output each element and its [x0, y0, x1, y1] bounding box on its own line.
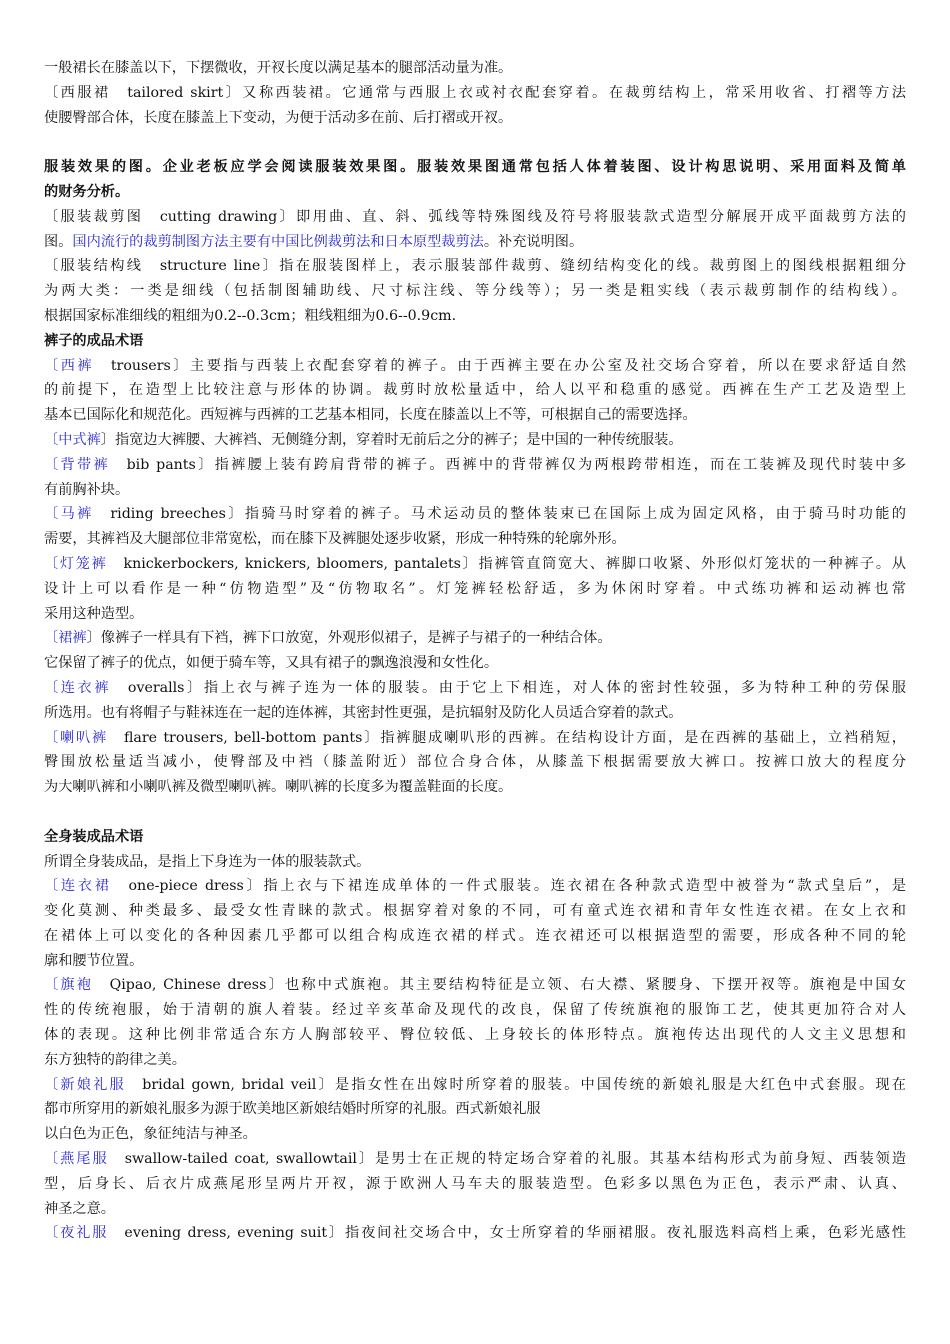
- text-line: [44, 850, 906, 875]
- text-line: [44, 874, 906, 899]
- text-line: [44, 577, 906, 602]
- text-segment: 廓和腰节位置。: [44, 952, 144, 969]
- text-segment: 〔服装结构线 structure line〕指在服装图样上，表示服装部件裁剪、缝纫结构变化的线。裁剪图上的图线根据粗细分: [44, 258, 906, 275]
- text-line: [44, 924, 906, 949]
- text-line: [44, 230, 906, 255]
- term-highlight: 〔灯笼裤: [44, 555, 108, 572]
- text-line: [44, 651, 906, 676]
- text-line: [44, 106, 906, 131]
- text-segment: 臀围放松量适当减小，使臀部及中裆（膝盖附近）部位合身合体，从膝盖下根据需要放大裤口。按裤口放大的程度分: [44, 754, 906, 771]
- term-highlight: 〔连衣裙: [44, 878, 112, 895]
- term-highlight: 〔裙裤: [44, 630, 87, 647]
- text-segment: 所选用。也有将帽子与鞋袜连在一起的连体裤，其密封性更强，是抗辐射及防化人员适合穿着的款式。: [44, 704, 683, 721]
- text-line: [44, 726, 906, 751]
- text-line: [44, 552, 906, 577]
- text-line: [44, 527, 906, 552]
- text-line: [44, 701, 906, 726]
- text-line: [44, 1097, 906, 1122]
- text-segment: 〔服装裁剪图 cutting drawing〕即用曲、直、斜、弧线等特殊图线及符号将服装款式造型分解展开成平面裁剪方法的: [44, 208, 906, 225]
- text-line: [44, 81, 906, 106]
- term-highlight: 〔中式裤: [44, 431, 101, 448]
- text-segment: 型，后身长、后衣片成燕尾形呈两片开衩，源于欧洲人马车夫的服装造型。色彩多以黑色为正色，表示严肃、认真、: [44, 1175, 906, 1192]
- text-line: [44, 478, 906, 503]
- term-highlight: 〔燕尾服: [44, 1151, 109, 1168]
- text-segment: 根据国家标准细线的粗细为0.2--0.3cm；粗线粗细为0.6--0.9cm.: [44, 307, 457, 324]
- text-line: [44, 254, 906, 279]
- term-highlight: 〔夜礼服: [44, 1225, 109, 1242]
- text-line: [44, 626, 906, 651]
- term-highlight: 〔连衣裤: [44, 679, 112, 696]
- text-segment: 为大喇叭裤和小喇叭裤及微型喇叭裤。喇叭裤的长度多为覆盖鞋面的长度。: [44, 779, 513, 796]
- text-segment: 服装效果的图。企业老板应学会阅读服装效果图。服装效果图通常包括人体着装图、设计构思说明、采用面料及简单: [44, 159, 906, 176]
- text-segment: Qipao, Chinese dress〕也称中式旗袍。其主要结构特征是立领、右大襟、紧腰身、下摆开衩等。旗袍是中国女: [93, 977, 906, 994]
- text-line: [44, 1073, 906, 1098]
- text-segment: 〕指宽边大裤腰、大裤裆、无侧缝分割，穿着时无前后之分的裤子；是中国的一种传统服装。: [100, 431, 683, 448]
- text-segment: 东方独特的韵律之美。: [44, 1051, 186, 1068]
- text-segment: one-piece dress〕指上衣与下裙连成单体的一件式服装。连衣裙在各种款式造型中被誉为“款式皇后”，是: [111, 878, 906, 895]
- text-segment: 都市所穿用的新娘礼服多为源于欧美地区新娘结婚时所穿的礼服。西式新娘礼服: [44, 1101, 541, 1118]
- text-line: [44, 1048, 906, 1073]
- text-segment: trousers〕主要指与西装上衣配套穿着的裤子。由于西裤主要在办公室及社交场合穿着，所以在要求舒适自然: [94, 357, 906, 374]
- text-segment: 的前提下，在造型上比较注意与形体的协调。裁剪时放松量适中，给人以平和稳重的感觉。西裤在生产工艺及造型上: [44, 382, 906, 399]
- text-line: [44, 949, 906, 974]
- text-line: [44, 973, 906, 998]
- text-segment: swallow-tailed coat, swallowtail〕是男士在正规的特定场合穿着的礼服。其基本结构形式为前身短、西装领造: [108, 1151, 906, 1168]
- text-segment: 神圣之意。: [44, 1200, 115, 1217]
- text-segment: 使腰臀部合体，长度在膝盖上下变动，为便于活动多在前、后打褶或开衩。: [44, 109, 513, 126]
- text-segment: 一般裙长在膝盖以下，下摆微收，开衩长度以满足基本的腿部活动量为准。: [44, 60, 513, 76]
- blank-line: [44, 130, 906, 155]
- text-line: [44, 676, 906, 701]
- text-line: [44, 453, 906, 478]
- text-line: [44, 1122, 906, 1147]
- text-segment: 有前胸补块。: [44, 481, 130, 498]
- text-line: [44, 899, 906, 924]
- text-segment: 〔西服裙 tailored skirt〕又称西装裙。它通常与西服上衣或衬衣配套穿着。在裁剪结构上，常采用收省、打褶等方法: [44, 84, 906, 101]
- term-highlight: 国内流行的裁剪制图方法主要有中国比例裁剪法和日本原型裁剪法: [72, 233, 484, 250]
- heading-line: [44, 155, 906, 180]
- text-line: [44, 354, 906, 379]
- text-line: [44, 750, 906, 775]
- text-line: [44, 279, 906, 304]
- text-segment: 全身装成品术语: [44, 828, 144, 845]
- text-segment: 设计上可以看作是一种“仿物造型”及“仿物取名”。灯笼裤轻松舒适，多为休闲时穿着。中式练功裤和运动裤也常: [44, 580, 906, 597]
- text-line: [44, 1221, 906, 1246]
- term-highlight: 〔马裤: [44, 506, 94, 523]
- text-line: [44, 1023, 906, 1048]
- text-segment: 所谓全身装成品，是指上下身连为一体的服装款式。: [44, 853, 371, 870]
- term-highlight: 〔旗袍: [44, 977, 94, 994]
- text-segment: 。补充说明图。: [483, 233, 584, 250]
- text-segment: 性的传统袍服，始于清朝的旗人着装。经过辛亥革命及现代的改良，保留了传统旗袍的服饰工艺，使其更加符合对人: [44, 1002, 906, 1019]
- text-segment: 裤子的成品术语: [44, 332, 144, 349]
- heading-line: [44, 180, 906, 205]
- text-segment: 图。: [44, 233, 73, 250]
- text-segment: 基本已国际化和规范化。西短裤与西裤的工艺基本相同，长度在膝盖以上不等，可根据自己的需要选择。: [44, 407, 697, 424]
- text-line: [44, 998, 906, 1023]
- text-segment: bib pants〕指裤腰上装有跨肩背带的裤子。西裤中的背带裤仅为两根跨带相连，而在工装裤及现代时装中多: [110, 456, 906, 473]
- text-segment: knickerbockers, knickers, bloomers, pantalets〕指裤管直筒宽大、裤脚口收紧、外形似灯笼状的一种裤子。从: [107, 555, 906, 572]
- text-line: [44, 403, 906, 428]
- text-segment: 体的表现。这种比例非常适合东方人胸部较平、臀位较低、上身较长的体形特点。旗袍传达出现代的人文主义思想和: [44, 1027, 906, 1044]
- text-line: [44, 304, 906, 329]
- document-page: [44, 56, 906, 1246]
- text-segment: bridal gown, bridal veil〕是指女性在出嫁时所穿着的服装。中国传统的新娘礼服是大红色中式套服。现在: [125, 1076, 906, 1093]
- text-segment: 的财务分析。: [44, 183, 130, 200]
- text-segment: 为两大类：一类是细线（包括制图辅助线、尺寸标注线、等分线等）；另一类是粗实线（表示裁剪制作的结构线）。: [44, 283, 906, 300]
- text-segment: 它保留了裤子的优点，如便于骑车等，又具有裙子的飘逸浪漫和女性化。: [44, 655, 499, 672]
- text-line: [44, 1172, 906, 1197]
- text-line: [44, 56, 906, 81]
- term-highlight: 〔新娘礼服: [44, 1076, 126, 1093]
- text-segment: overalls〕指上衣与裤子连为一体的服装。由于它上下相连，对人体的密封性较强，多为特种工种的劳保服: [111, 679, 906, 696]
- text-line: [44, 602, 906, 627]
- heading-line: [44, 825, 906, 850]
- text-line: [44, 1147, 906, 1172]
- text-segment: evening dress, evening suit〕指夜间社交场合中，女士所穿着的华丽裙服。夜礼服选料高档上乘，色彩光感性: [108, 1225, 906, 1242]
- text-segment: 〕像裤子一样具有下裆，裤下口放宽，外观形似裙子，是裤子与裙子的一种结合体。: [86, 630, 612, 647]
- text-segment: flare trousers, bell-bottom pants〕指裤腿成喇叭形的西裤。在结构设计方面，是在西裤的基础上，立裆稍短，: [107, 729, 906, 746]
- blank-line: [44, 800, 906, 825]
- text-segment: 采用这种造型。: [44, 605, 144, 622]
- term-highlight: 〔西裤: [44, 357, 95, 374]
- text-line: [44, 1197, 906, 1222]
- term-highlight: 〔背带裤: [44, 456, 111, 473]
- text-line: [44, 378, 906, 403]
- text-segment: 以白色为正色，象征纯洁与神圣。: [44, 1126, 257, 1143]
- text-segment: 变化莫测、种类最多、最受女性青睐的款式。根据穿着对象的不同，可有童式连衣裙和青年女性连衣裙。在女上衣和: [44, 903, 906, 920]
- text-segment: 在裙体上可以变化的各种因素几乎都可以组合构成连衣裙的样式。连衣裙还可以根据造型的需要，形成各种不同的轮: [44, 927, 906, 944]
- text-line: [44, 205, 906, 230]
- text-line: [44, 502, 906, 527]
- text-line: [44, 428, 906, 453]
- text-segment: 需要，其裤裆及大腿部位非常宽松，而在膝下及裤腿处逐步收紧，形成一种特殊的轮廓外形。: [44, 531, 626, 548]
- text-segment: riding breeches〕指骑马时穿着的裤子。马术运动员的整体装束已在国际上成为固定风格，由于骑马时功能的: [93, 506, 906, 523]
- text-line: [44, 775, 906, 800]
- heading-line: [44, 329, 906, 354]
- term-highlight: 〔喇叭裤: [44, 729, 108, 746]
